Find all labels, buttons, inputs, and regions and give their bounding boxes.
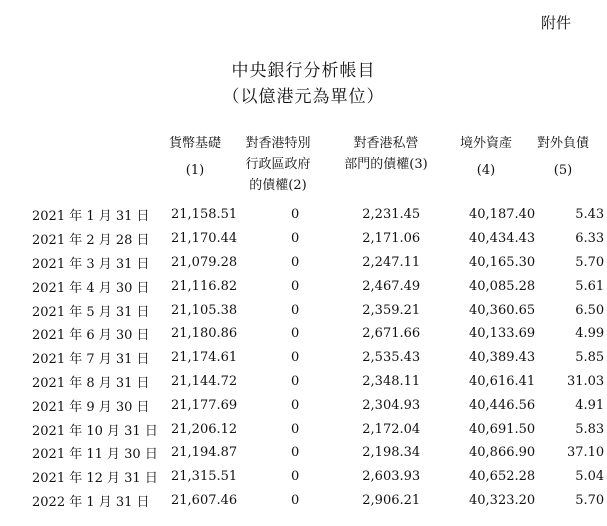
table-row [0, 322, 604, 346]
private-claims-cell: 2,359.21 [362, 302, 421, 318]
accounts-table [0, 203, 604, 512]
header-line: 對香港私營 [353, 136, 419, 151]
table-row [0, 274, 604, 298]
foreign-assets-cell: 40,652.28 [469, 469, 536, 485]
foreign-assets-cell: 40,360.65 [469, 302, 536, 318]
foreign-liabilities-cell: 6.33 [575, 231, 605, 247]
foreign-liabilities-cell: 5.43 [575, 207, 605, 223]
header-line: (4) [476, 163, 496, 178]
foreign-liabilities-cell: 5.04 [575, 469, 605, 485]
government-claims-cell: 0 [291, 397, 300, 413]
monetary-base-cell: 21,079.28 [171, 254, 238, 270]
table-row [0, 393, 604, 417]
private-claims-cell: 2,535.43 [362, 350, 421, 366]
header-line: 對香港特別 [245, 136, 311, 151]
private-claims-cell: 2,231.45 [362, 207, 421, 223]
date-cell: 2021 年 3 月 31 日 [32, 256, 150, 272]
private-claims-cell: 2,198.34 [362, 445, 421, 461]
government-claims-cell: 0 [291, 254, 300, 270]
date-cell: 2021 年 12 月 31 日 [32, 471, 158, 487]
column-header-claims-on-government [237, 133, 319, 196]
table-row [0, 227, 604, 251]
foreign-assets-cell: 40,389.43 [469, 350, 536, 366]
column-header-foreign-liabilities [530, 133, 596, 181]
government-claims-cell: 0 [291, 231, 300, 247]
table-row [0, 465, 604, 489]
government-claims-cell: 0 [291, 302, 300, 318]
header-line: 境外資產 [459, 136, 512, 151]
date-cell: 2021 年 8 月 31 日 [32, 375, 150, 391]
column-header-monetary-base [155, 133, 235, 181]
foreign-assets-cell: 40,616.41 [469, 373, 536, 389]
foreign-liabilities-cell: 5.70 [575, 492, 605, 508]
private-claims-cell: 2,467.49 [362, 278, 421, 294]
monetary-base-cell: 21,105.38 [171, 302, 238, 318]
foreign-assets-cell: 40,165.30 [469, 254, 536, 270]
date-cell: 2021 年 5 月 31 日 [32, 304, 150, 320]
table-row [0, 417, 604, 441]
table-row [0, 346, 604, 370]
government-claims-cell: 0 [291, 445, 300, 461]
monetary-base-cell: 21,194.87 [171, 445, 238, 461]
header-line: 行政區政府 [245, 157, 311, 172]
private-claims-cell: 2,171.06 [362, 231, 421, 247]
monetary-base-cell: 21,158.51 [171, 207, 238, 223]
date-cell: 2021 年 1 月 31 日 [32, 209, 150, 225]
foreign-assets-cell: 40,434.43 [469, 231, 536, 247]
accounts-table-body [0, 203, 604, 512]
attachment-label: 附件 [541, 14, 572, 32]
monetary-base-cell: 21,315.51 [171, 469, 238, 485]
monetary-base-cell: 21,174.61 [171, 350, 238, 366]
header-line: 的債權(2) [249, 178, 307, 193]
date-cell: 2021 年 11 月 30 日 [32, 447, 158, 463]
foreign-liabilities-cell: 5.85 [575, 350, 605, 366]
government-claims-cell: 0 [291, 373, 300, 389]
date-cell: 2021 年 10 月 31 日 [32, 423, 158, 439]
table-row [0, 370, 604, 394]
table-row [0, 251, 604, 275]
private-claims-cell: 2,671.66 [362, 326, 421, 342]
monetary-base-cell: 21,116.82 [171, 278, 238, 294]
monetary-base-cell: 21,180.86 [171, 326, 238, 342]
foreign-liabilities-cell: 4.91 [575, 397, 605, 413]
foreign-assets-cell: 40,446.56 [469, 397, 536, 413]
date-cell: 2021 年 2 月 28 日 [32, 233, 150, 249]
private-claims-cell: 2,247.11 [362, 254, 421, 270]
government-claims-cell: 0 [291, 207, 300, 223]
table-row [0, 489, 604, 513]
monetary-base-cell: 21,206.12 [171, 421, 238, 437]
government-claims-cell: 0 [291, 278, 300, 294]
foreign-assets-cell: 40,085.28 [469, 278, 536, 294]
foreign-assets-cell: 40,323.20 [469, 492, 536, 508]
foreign-assets-cell: 40,187.40 [469, 207, 536, 223]
date-cell: 2022 年 1 月 31 日 [32, 494, 150, 510]
private-claims-cell: 2,906.21 [362, 492, 421, 508]
document-subtitle: （以億港元為單位） [222, 87, 385, 107]
date-cell: 2021 年 6 月 30 日 [32, 328, 150, 344]
foreign-liabilities-cell: 6.50 [575, 302, 605, 318]
monetary-base-cell: 21,607.46 [171, 492, 238, 508]
date-cell: 2021 年 4 月 30 日 [32, 280, 150, 296]
private-claims-cell: 2,172.04 [362, 421, 421, 437]
government-claims-cell: 0 [291, 421, 300, 437]
foreign-assets-cell: 40,133.69 [469, 326, 536, 342]
monetary-base-cell: 21,170.44 [171, 231, 238, 247]
foreign-liabilities-cell: 31.03 [566, 373, 605, 389]
government-claims-cell: 0 [291, 492, 300, 508]
private-claims-cell: 2,603.93 [362, 469, 421, 485]
foreign-liabilities-cell: 37.10 [566, 445, 605, 461]
header-line: (1) [185, 163, 205, 178]
table-row [0, 203, 604, 227]
monetary-base-cell: 21,144.72 [171, 373, 238, 389]
government-claims-cell: 0 [291, 326, 300, 342]
government-claims-cell: 0 [291, 350, 300, 366]
date-cell: 2021 年 9 月 30 日 [32, 399, 150, 415]
foreign-liabilities-cell: 5.61 [575, 278, 605, 294]
foreign-assets-cell: 40,866.90 [469, 445, 536, 461]
foreign-liabilities-cell: 5.70 [575, 254, 605, 270]
header-line: 貨幣基礎 [168, 136, 221, 151]
private-claims-cell: 2,348.11 [362, 373, 421, 389]
table-row [0, 298, 604, 322]
header-line: 對外負債 [536, 136, 589, 151]
column-header-claims-on-private-sector [336, 133, 436, 175]
private-claims-cell: 2,304.93 [362, 397, 421, 413]
foreign-liabilities-cell: 4.99 [575, 326, 605, 342]
document-title: 中央銀行分析帳目 [231, 61, 376, 81]
foreign-assets-cell: 40,691.50 [469, 421, 536, 437]
table-row [0, 441, 604, 465]
date-cell: 2021 年 7 月 31 日 [32, 352, 150, 368]
government-claims-cell: 0 [291, 469, 300, 485]
foreign-liabilities-cell: 5.83 [575, 421, 605, 437]
column-header-foreign-assets [450, 133, 522, 181]
header-line: (5) [553, 163, 573, 178]
monetary-base-cell: 21,177.69 [171, 397, 238, 413]
header-line: 部門的債權(3) [344, 157, 428, 172]
